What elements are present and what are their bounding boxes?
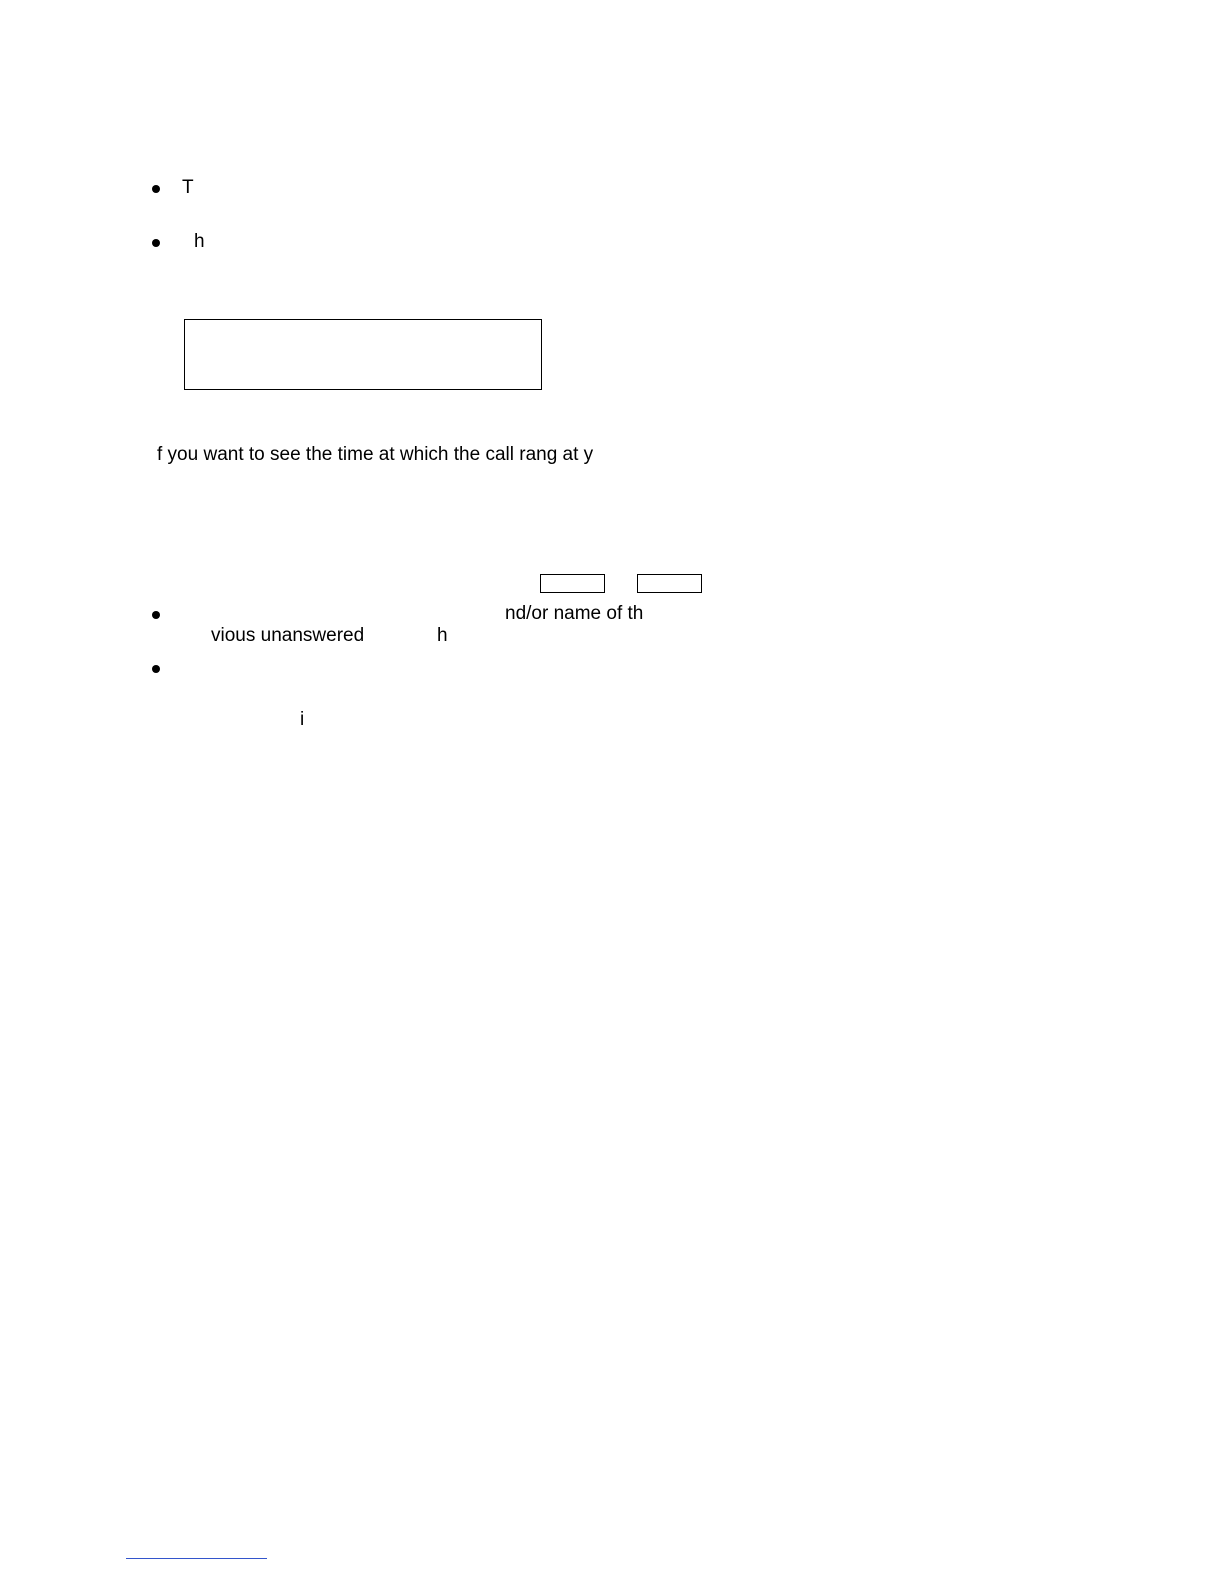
bullet-text: h [194,231,205,252]
bullet-marker [152,185,160,193]
display-screen-box [184,319,542,390]
key-button-box [540,574,605,593]
bullet-text: T [182,177,194,198]
bullet-text-continued: vious unanswered [211,625,365,646]
paragraph-text: f you want to see the time at which the call rang at y [157,444,594,465]
footnote-separator [126,1558,267,1559]
bullet-marker [152,239,160,247]
key-button-box [637,574,702,593]
bullet-text-continued: h [437,625,448,646]
bullet-marker [152,611,160,619]
bullet-marker [152,665,160,673]
text-fragment: i [300,709,305,730]
bullet-text: nd/or name of th [505,603,644,624]
